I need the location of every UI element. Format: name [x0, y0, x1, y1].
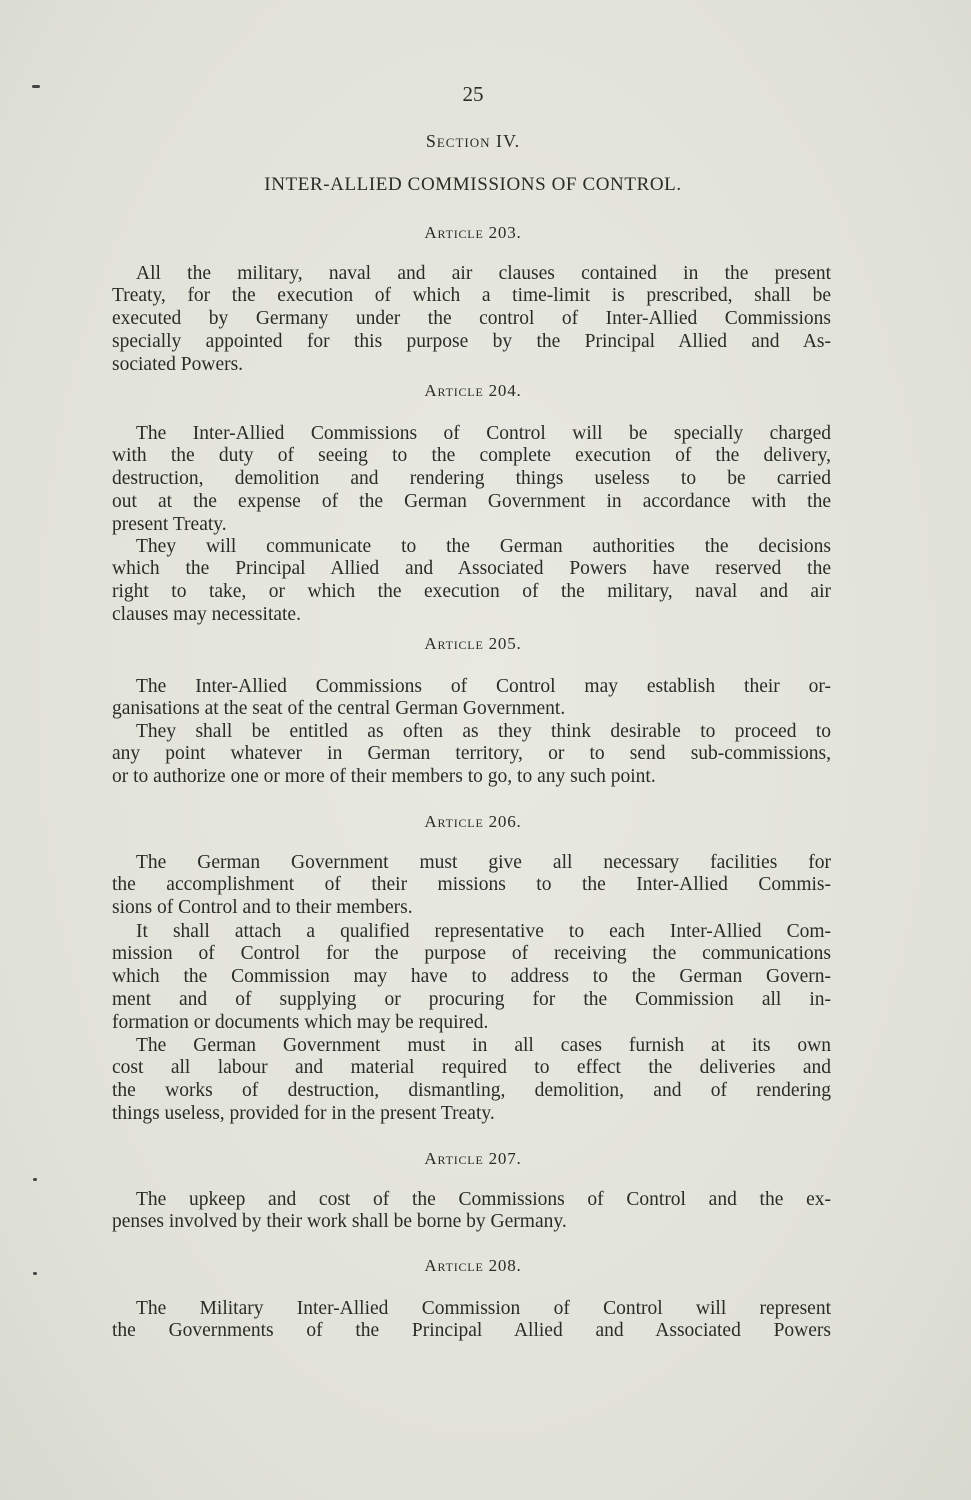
- text-line: sions of Control and to their members.: [112, 897, 413, 918]
- text-line: The upkeep and cost of the Commissions of Control and the ex-: [136, 1188, 831, 1210]
- text-line: The Military Inter-Allied Commission of Control will represent: [136, 1297, 831, 1319]
- margin-mark: [33, 1272, 37, 1275]
- text-line: The German Government must in all cases furnish at its own: [136, 1034, 831, 1056]
- text-line: specially appointed for this purpose by the Principal Allied and As-: [112, 330, 831, 352]
- text-line: things useless, provided for in the present Treaty.: [112, 1102, 495, 1124]
- text-line: ganisations at the seat of the central German Government.: [112, 698, 566, 720]
- text-line: All the military, naval and air clauses contained in the present: [136, 262, 831, 284]
- section-heading: Section IV.: [425, 131, 521, 151]
- text-line: They shall be entitled as often as they think desirable to proceed to: [136, 720, 831, 742]
- text-line: sociated Powers.: [112, 353, 244, 375]
- text-line: The Inter-Allied Commissions of Control will be specially charged: [136, 422, 831, 444]
- text-line: right to take, or which the execution of the military, naval and air: [112, 581, 831, 602]
- margin-mark: [32, 85, 40, 88]
- section-title: INTER-ALLIED COMMISSIONS OF CONTROL.: [264, 174, 682, 195]
- text-line: The Inter-Allied Commissions of Control may establish their or-: [136, 675, 831, 697]
- text-line: cost all labour and material required to effect the deliveries and: [112, 1057, 831, 1079]
- text-line: Treaty, for the execution of which a time-limit is prescribed, shall be: [112, 285, 831, 307]
- text-line: the Governments of the Principal Allied and Associated Powers: [112, 1320, 831, 1342]
- text-line: which the Commission may have to address to the German Govern-: [112, 966, 831, 987]
- text-line: out at the expense of the German Government in accordance with the: [112, 490, 831, 512]
- text-line: penses involved by their work shall be borne by Germany.: [112, 1211, 567, 1233]
- article-heading: Article 203.: [424, 223, 522, 242]
- text-line: with the duty of seeing to the complete execution of the delivery,: [112, 445, 831, 467]
- text-line: the accomplishment of their missions to the Inter-Allied Commis-: [112, 874, 831, 896]
- text-line: any point whatever in German territory, or to send sub-commissions,: [112, 743, 831, 765]
- article-heading: Article 205.: [424, 634, 522, 653]
- text-line: ment and of supplying or procuring for the Commission all in-: [112, 988, 831, 1010]
- text-line: mission of Control for the purpose of receiving the communications: [112, 943, 831, 965]
- text-line: or to authorize one or more of their members to go, to any such point.: [112, 766, 656, 787]
- text-line: The German Government must give all necessary facilities for: [136, 851, 831, 873]
- text-line: It shall attach a qualified representative to each Inter-Allied Com-: [136, 920, 831, 942]
- article-heading: Article 207.: [424, 1149, 522, 1168]
- text-line: clauses may necessitate.: [112, 603, 301, 625]
- text-line: formation or documents which may be required.: [112, 1011, 489, 1033]
- text-line: destruction, demolition and rendering things useless to be carried: [112, 468, 831, 489]
- page-number: 25: [462, 82, 484, 106]
- text-line: the works of destruction, dismantling, demolition, and of rendering: [112, 1080, 831, 1101]
- text-line: which the Principal Allied and Associated Powers have reserved the: [112, 558, 831, 580]
- article-heading: Article 204.: [424, 381, 522, 400]
- text-line: They will communicate to the German authorities the decisions: [136, 535, 831, 557]
- margin-mark: [33, 1178, 37, 1181]
- text-line: present Treaty.: [112, 513, 227, 535]
- article-heading: Article 208.: [424, 1256, 522, 1275]
- article-heading: Article 206.: [424, 812, 522, 831]
- text-line: executed by Germany under the control of Inter-Allied Commissions: [112, 308, 831, 329]
